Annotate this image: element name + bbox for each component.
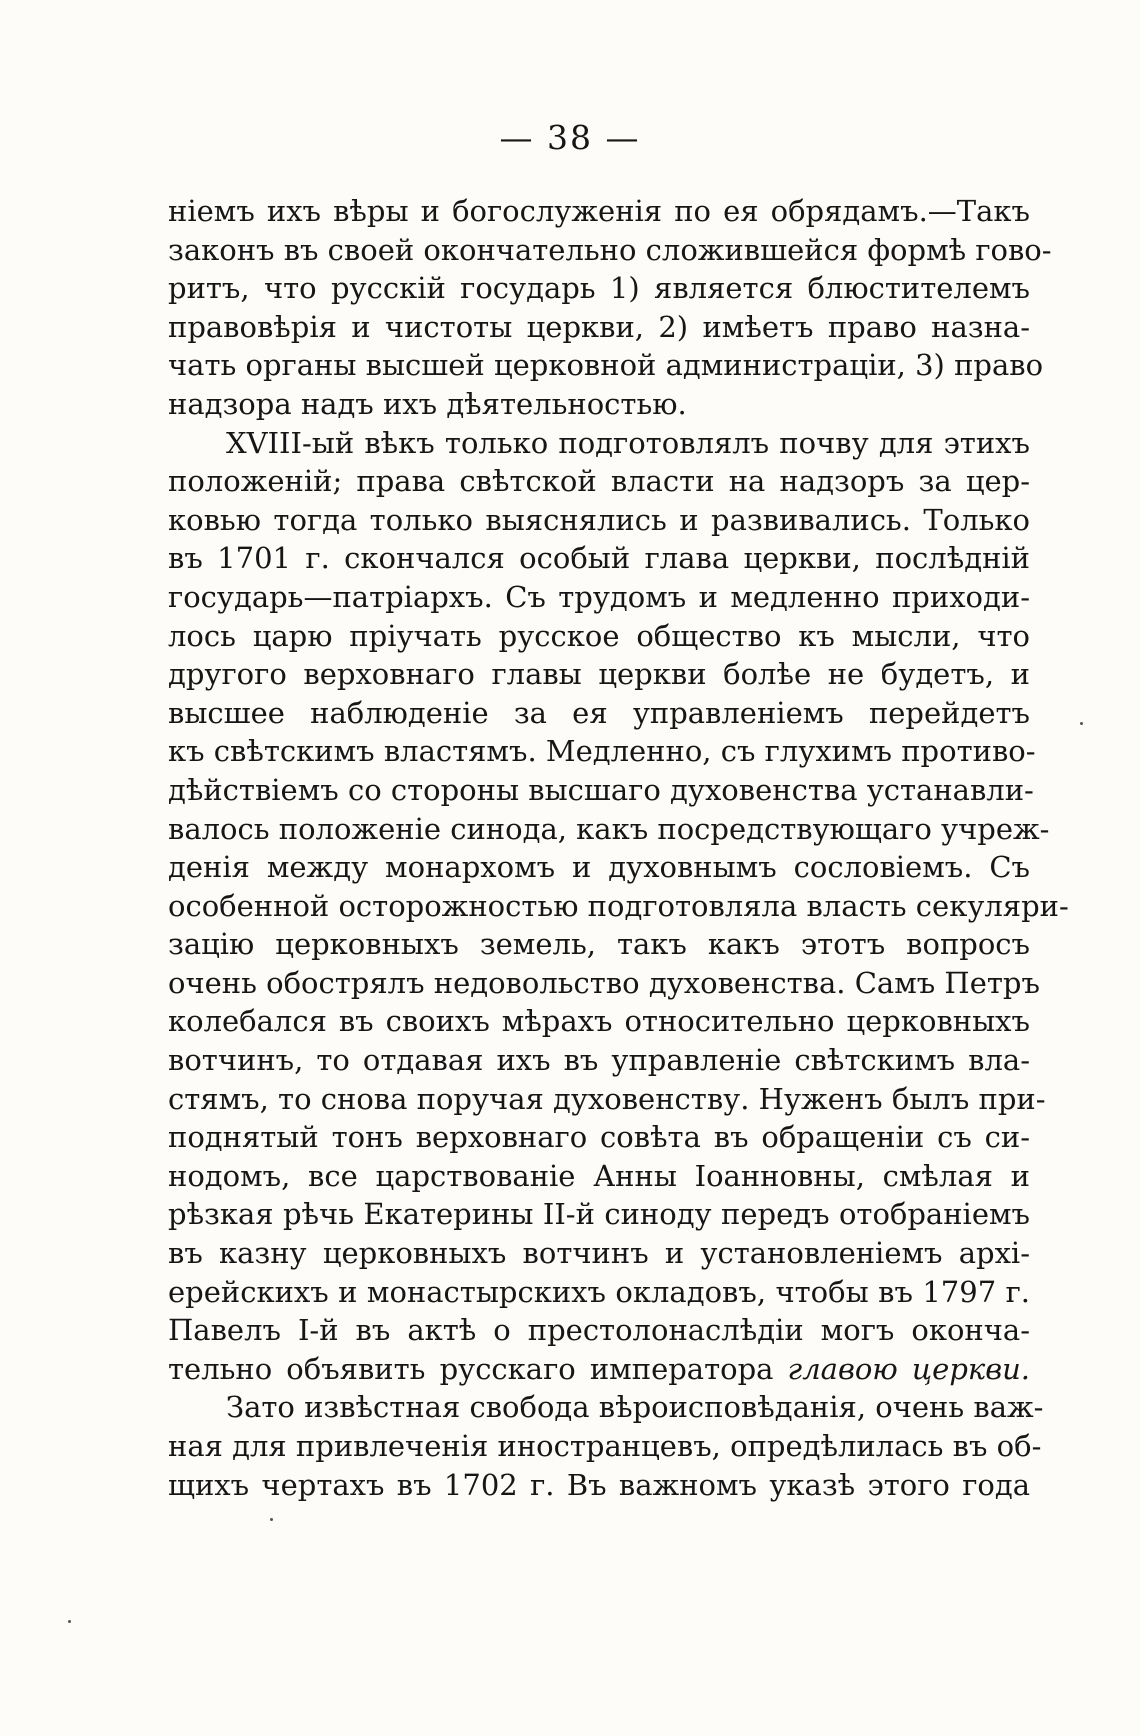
text-line: рѣзкая рѣчь Екатерины II-й синоду передъ отобраніемъ <box>168 1197 1030 1232</box>
text-line: лось царю пріучать русское общество къ мысли, что <box>168 618 1030 653</box>
text-line: въ 1701 г. скончался особый глава церкви, послѣдній <box>168 541 1030 576</box>
text-line: ерейскихъ и монастырскихъ окладовъ, чтобы въ 1797 г. <box>168 1274 1030 1309</box>
text-line: дѣйствіемъ со стороны высшаго духовенства устанавли- <box>168 772 1034 807</box>
text-line: правовѣрія и чистоты церкви, 2) имѣетъ право назна- <box>168 309 1030 344</box>
scan-speck <box>1080 722 1083 725</box>
text-line: колебался въ своихъ мѣрахъ относительно церковныхъ <box>168 1004 1030 1039</box>
text-line: очень обострялъ недовольство духовенства. Самъ Петръ <box>168 965 1040 1000</box>
text-line: ная для привлеченія иностранцевъ, опредѣлилась въ об- <box>168 1429 1042 1463</box>
scan-speck <box>68 1620 71 1623</box>
text-line: щихъ чертахъ въ 1702 г. Въ важномъ указѣ этого года <box>168 1467 1030 1502</box>
text-line: ковью тогда только выяснялись и развивались. Только <box>168 502 1030 537</box>
text-line: въ казну церковныхъ вотчинъ и установленіемъ архі- <box>168 1236 1030 1271</box>
text-line: поднятый тонъ верховнаго совѣта въ обращеніи съ си- <box>168 1120 1030 1155</box>
text-line: положеній; права свѣтской власти на надзоръ за цер- <box>168 464 1030 499</box>
text-line-prefix: тельно объявить русскаго императора <box>168 1351 788 1386</box>
text-line: стямъ, то снова поручая духовенству. Нуженъ былъ при- <box>168 1081 1046 1116</box>
text-line: ніемъ ихъ вѣры и богослуженія по ея обрядамъ.—Такъ <box>168 194 1030 228</box>
text-line: особенной осторожностью подготовляла власть секуляри- <box>168 888 1069 923</box>
page-number: — 38 — <box>499 118 641 157</box>
text-line: нодомъ, все царствованіе Анны Іоанновны, смѣлая и <box>168 1158 1030 1193</box>
scan-speck <box>270 1518 273 1521</box>
text-line: къ свѣтскимъ властямъ. Медленно, съ глухимъ противо- <box>168 734 1036 769</box>
text-line: надзора надъ ихъ дѣятельностью. <box>168 386 687 421</box>
text-line: Зато извѣстная свобода вѣроисповѣданія, очень важ- <box>226 1390 1044 1425</box>
text-line: Павелъ I-й въ актѣ о престолонаслѣдіи могъ оконча- <box>168 1313 1030 1348</box>
text-line: вотчинъ, то отдавая ихъ въ управленіе свѣтскимъ вла- <box>168 1043 1030 1078</box>
body-text <box>168 192 1069 1504</box>
text-line: другого верховнаго главы церкви болѣе не будетъ, и <box>168 657 1030 692</box>
paragraph-3 <box>168 1388 1044 1504</box>
text-line: зацію церковныхъ земель, такъ какъ этотъ вопросъ <box>168 927 1030 962</box>
paragraph-2 <box>168 424 1069 1389</box>
text-line: ритъ, что русскій государь 1) является блюстителемъ <box>168 271 1030 306</box>
text-line: законъ въ своей окончательно сложившейся формѣ гово- <box>168 232 1052 267</box>
paragraph-1 <box>168 192 1052 424</box>
text-line: денія между монархомъ и духовнымъ сословіемъ. Съ <box>168 850 1030 885</box>
text-line: государь—патріархъ. Съ трудомъ и медленно приходи- <box>168 579 1030 614</box>
italic-emphasis: главою церкви. <box>787 1351 1030 1386</box>
text-line-final <box>168 1350 1030 1389</box>
text-line: высшее наблюденіе за ея управленіемъ перейдетъ <box>168 695 1030 730</box>
text-line: чать органы высшей церковной администраціи, 3) право <box>168 348 1044 383</box>
text-line: XVIII-ый вѣкъ только подготовлялъ почву для этихъ <box>226 425 1030 460</box>
text-line: валось положеніе синода, какъ посредствующаго учреж- <box>168 811 1050 846</box>
